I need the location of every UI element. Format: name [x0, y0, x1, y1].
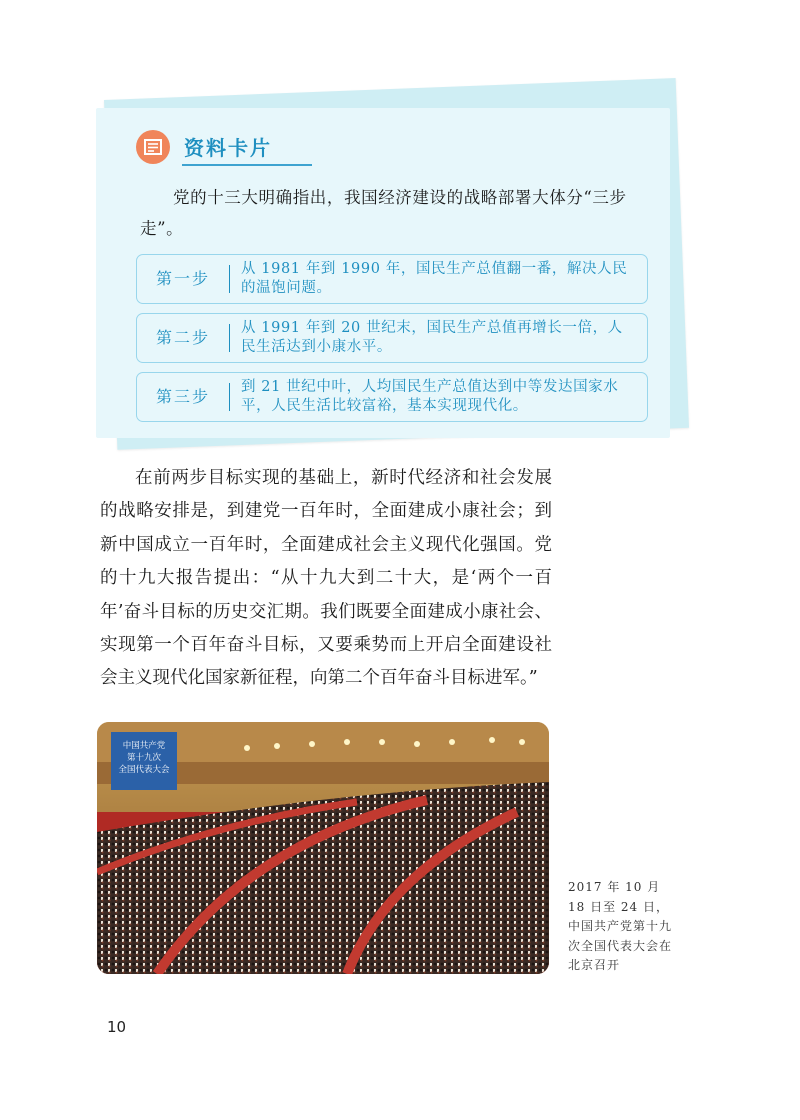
congress-hall-photo: [97, 722, 549, 974]
step-label: 第一步: [155, 269, 210, 288]
step-box-3: [136, 372, 648, 422]
step-label: 第三步: [155, 387, 210, 406]
photo-caption: 2017 年 10 月 18 日至 24 日，中国共产党第十九次全国代表大会在北京召开: [568, 880, 673, 972]
screen-line: 中国共产党: [122, 741, 166, 751]
title-underline: [182, 164, 312, 166]
body-paragraph: 在前两步目标实现的基础上，新时代经济和社会发展的战略安排是，到建党一百年时，全面建成小康社会；到新中国成立一百年时，全面建成社会主义现代化强国。党的十九大报告提出：“从十九大到二十大，是‘两个一百年’奋斗目标的历史交汇期。我们既要全面建成小康社会、实现第一个百年奋斗目标，又要乘势而上开启全面建设社会主义现代化国家新征程，向第二个百年奋斗目标进军。”: [100, 468, 552, 689]
info-card: [96, 108, 670, 438]
congress-banner-screen: [111, 732, 177, 790]
step-text: 到 21 世纪中叶，人均国民生产总值达到中等发达国家水平，人民生活比较富裕，基本实现现代化。: [241, 379, 619, 414]
page-number: 10: [107, 1018, 127, 1036]
step-divider: [229, 383, 230, 411]
step-divider: [229, 324, 230, 352]
step-text: 从 1991 年到 20 世纪末，国民生产总值再增长一倍，人民生活达到小康水平。: [241, 320, 623, 355]
document-card-icon: [136, 130, 170, 164]
info-card-intro: 党的十三大明确指出，我国经济建设的战略部署大体分“三步走”。: [140, 188, 627, 238]
step-box-1: [136, 254, 648, 304]
screen-line: 全国代表大会: [118, 765, 170, 775]
step-text: 从 1981 年到 1990 年，国民生产总值翻一番，解决人民的温饱问题。: [241, 261, 628, 296]
step-label: 第二步: [155, 328, 210, 347]
step-box-2: [136, 313, 648, 363]
info-card-title: 资料卡片: [184, 136, 272, 160]
screen-line: 第十九次: [126, 753, 161, 763]
step-divider: [229, 265, 230, 293]
